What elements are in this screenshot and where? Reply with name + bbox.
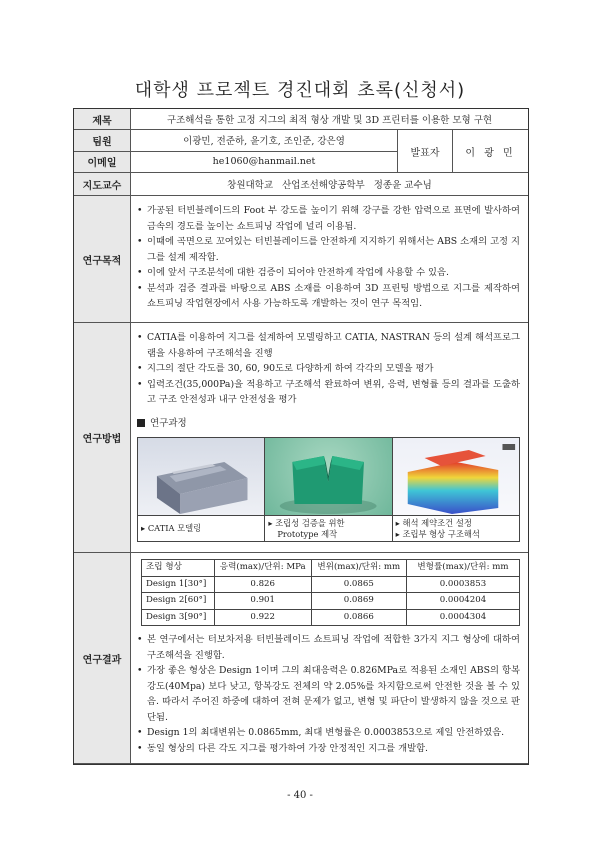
subject-label: 제목: [74, 109, 131, 129]
application-form: [73, 108, 529, 765]
advisor-value: 창원대학교 산업조선해양공학부 정종윤 교수님: [227, 180, 432, 191]
subject-row: [74, 109, 528, 130]
table-row: Design 2[60°] 0.901 0.0869 0.0004204: [142, 593, 520, 610]
purpose-label: 연구목적: [74, 196, 131, 322]
list-item: • 입력조건(35,000Pa)을 적용하고 구조해석 완료하여 변위, 응력, 변형률 등의 결과를 도출하고 구조 안전성과 내구 안전성을 평가: [137, 378, 520, 405]
table-header-row: 조립 형상 응력(max)/단위: MPa 변위(max)/단위: mm 변형률(max)/단위: mm: [142, 560, 520, 577]
email-value: he1060@hanmail.net: [212, 156, 316, 168]
stress-analysis-image: [393, 438, 519, 515]
list-item: • 가공된 터빈블레이드의 Foot 부 강도를 높이기 위해 강구를 강한 압력으로 표면에 발사하여 금속의 경도를 높이는 쇼트피닝 작업에 널리 이용됨.: [137, 205, 520, 232]
process-heading: 연구과정: [137, 416, 520, 432]
list-item: • 이에 앞서 구조분석에 대한 검증이 되어야 안전하게 작업에 사용할 수 있음.: [137, 267, 449, 278]
results-label: 연구결과: [74, 553, 131, 763]
page-title: 대학생 프로젝트 경진대회 초록(신청서): [134, 80, 466, 101]
list-item: • 가장 좋은 형상은 Design 1이며 그의 최대응력은 0.826MPa로 적용된 소재인 ABS의 항복강도(40Mpa) 보다 낮고, 항복강도 전체의 약 2.05%를 차지함으로써 안전한 것을 볼 수 있음. 따라서 주어진 하중에 대하여 전혀 문제가 없고, 변형 및 파단이 발생하지 않을 것으로 판단됨.: [137, 665, 520, 723]
page-number: - 40 -: [287, 790, 313, 801]
email-label: 이메일: [74, 152, 131, 173]
results-section: [74, 553, 528, 764]
subject-value: 구조해석을 통한 고정 지그의 최적 형상 개발 및 3D 프린터를 이용한 모형 구현: [166, 115, 493, 126]
table-row: Design 3[90°] 0.922 0.0866 0.0004304: [142, 609, 520, 626]
presenter-value: 이 광 민: [465, 147, 516, 159]
list-item: • Design 1의 최대변위는 0.0865mm, 최대 변형률은 0.0003853으로 제일 안전하였음.: [137, 727, 505, 738]
list-item: • 지그의 절단 각도를 30, 60, 90도로 다양하게 하여 각각의 모델을 평가: [137, 363, 434, 374]
method-label: 연구방법: [74, 323, 131, 552]
method-section: [74, 323, 528, 553]
presenter-label: 발표자: [398, 130, 453, 172]
advisor-row: [74, 173, 528, 196]
list-item: • CATIA를 이용하여 지그를 설계하여 모델링하고 CATIA, NASTRAN 등의 설계 해석프로그램을 사용하여 구조해석을 진행: [137, 332, 520, 359]
catia-model-image: [138, 438, 265, 515]
team-label: 팀원: [74, 130, 131, 151]
list-item: • 이때에 곡면으로 꼬여있는 터빈블레이드를 안전하게 지지하기 위해서는 ABS 소재의 고정 지그를 설계 제작함.: [137, 236, 520, 263]
purpose-section: [74, 196, 528, 323]
results-table: [141, 559, 520, 626]
table-row: Design 1[30°] 0.826 0.0865 0.0003853: [142, 576, 520, 593]
list-item: • 본 연구에서는 터보차저용 터빈블레이드 쇼트피닝 작업에 적합한 3가지 지그 형상에 대하여 구조해석을 진행함.: [137, 634, 520, 661]
team-email-block: [74, 130, 528, 173]
team-row: [74, 130, 397, 152]
list-item: • 분석과 검증 결과를 바탕으로 ABS 소재를 이용하여 3D 프린팅 방법으로 지그를 제작하여 쇼트피닝 작업현장에서 사용 가능하도록 개발하는 것이 연구 목적임.: [137, 282, 520, 309]
caption-analysis: ▸ 해석 제약조건 설정 ▸ 조립부 형상 구조해석: [395, 517, 480, 539]
caption-catia: ▸ CATIA 모델링: [138, 516, 265, 541]
purpose-body: [131, 196, 528, 322]
method-body: [131, 323, 528, 552]
process-figure-table: [137, 437, 520, 542]
list-item: • 동일 형상의 다른 각도 지그를 평가하여 가장 안정적인 지그를 개발함.: [137, 742, 429, 754]
square-bullet-icon: [137, 419, 145, 427]
results-body: [131, 553, 528, 763]
email-row: [74, 152, 397, 173]
caption-prototype: ▸ 조립성 검증을 위한 Prototype 제작: [265, 516, 392, 541]
prototype-photo: [265, 438, 392, 515]
advisor-label: 지도교수: [74, 173, 131, 195]
team-value: 이광민, 전준하, 윤기호, 조인준, 강은영: [183, 136, 345, 148]
